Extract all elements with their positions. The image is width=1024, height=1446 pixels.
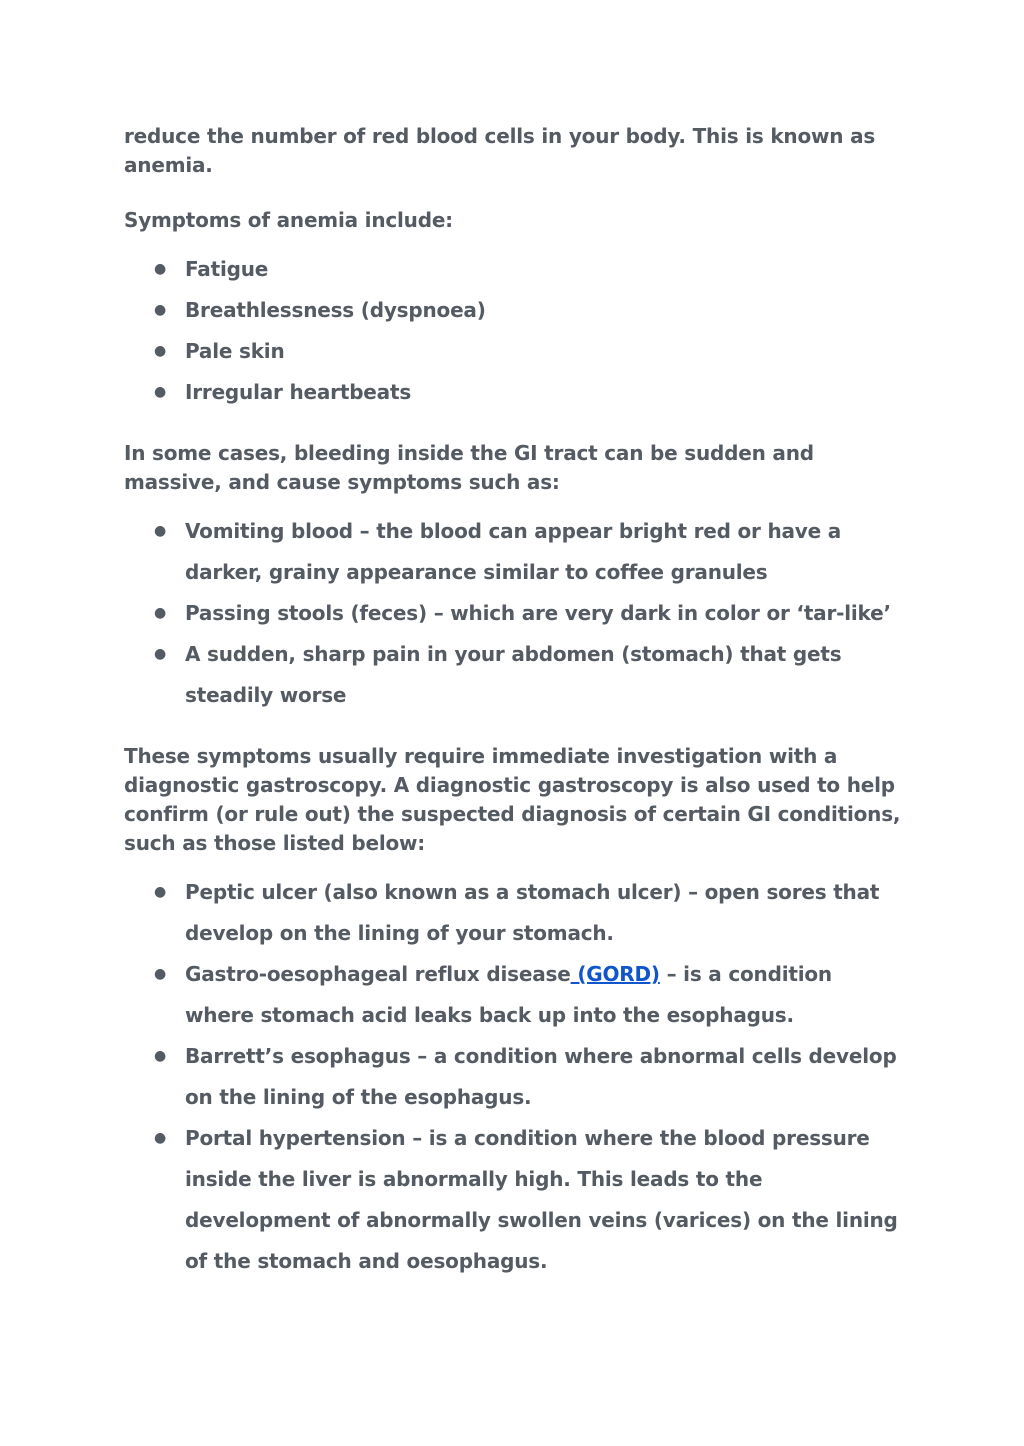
bullet-icon: ● [154, 343, 167, 359]
list-item: ● Fatigue [124, 249, 904, 290]
list-item: ● Peptic ulcer (also known as a stomach ulcer) – open sores that develop on the lining of your stomach. [124, 872, 904, 954]
anemia-heading: Symptoms of anemia include: [124, 208, 453, 232]
list-item: ● Passing stools (feces) – which are very dark in color or ‘tar-like’ [124, 593, 904, 634]
bullet-icon: ● [154, 1130, 167, 1146]
list-item: ● A sudden, sharp pain in your abdomen (stomach) that gets steadily worse [124, 634, 904, 716]
bullet-icon: ● [154, 646, 167, 662]
list-item: ● Gastro-oesophageal reflux disease (GORD) – is a condition where stomach acid leaks back up into the esophagus. [124, 954, 904, 1036]
list-item: ● Portal hypertension – is a condition where the blood pressure inside the liver is abnormally high. This leads to the development of abnormally swollen veins (varices) on the lining of the stomach and oesophagus. [124, 1118, 904, 1282]
list-item: ● Breathlessness (dyspnoea) [124, 290, 904, 331]
bullet-icon: ● [154, 605, 167, 621]
intro-paragraph: reduce the number of red blood cells in your body. This is known as anemia. [124, 124, 876, 177]
conditions-list [124, 872, 904, 1282]
massive-symptom-list [124, 511, 904, 716]
bullet-icon: ● [154, 384, 167, 400]
anemia-symptom-list [124, 249, 904, 413]
bullet-icon: ● [154, 1048, 167, 1064]
list-item: ● Barrett’s esophagus – a condition where abnormal cells develop on the lining of the esophagus. [124, 1036, 904, 1118]
bullet-icon: ● [154, 261, 167, 277]
bullet-icon: ● [154, 884, 167, 900]
list-item: ● Irregular heartbeats [124, 372, 904, 413]
list-item: ● Pale skin [124, 331, 904, 372]
gord-link[interactable]: (GORD) [570, 962, 660, 986]
list-item: ● Vomiting blood – the blood can appear bright red or have a darker, grainy appearance similar to coffee granules [124, 511, 904, 593]
bullet-icon: ● [154, 302, 167, 318]
massive-bleeding-paragraph: In some cases, bleeding inside the GI tract can be sudden and massive, and cause symptoms such as: [124, 441, 814, 494]
bullet-icon: ● [154, 966, 167, 982]
document-page [124, 122, 904, 1282]
bullet-icon: ● [154, 523, 167, 539]
investigation-paragraph: These symptoms usually require immediate investigation with a diagnostic gastroscopy. A diagnostic gastroscopy is also used to help confirm (or rule out) the suspected diagnosis of certain GI conditions, such as those listed below: [124, 744, 901, 855]
